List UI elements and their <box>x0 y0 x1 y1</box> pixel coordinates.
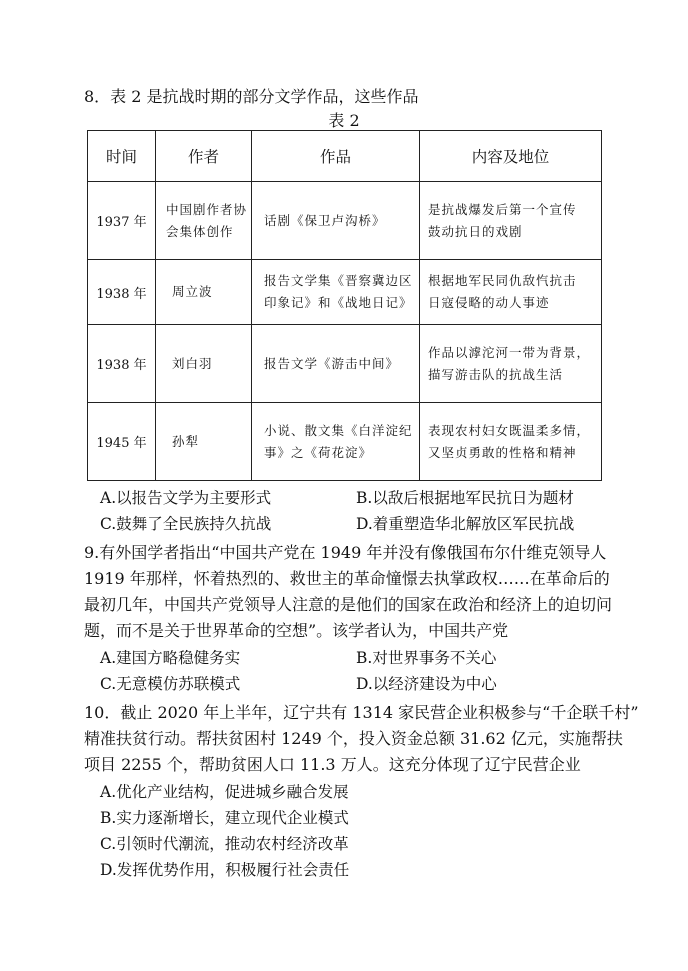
cell-content-line: 表现农村妇女既温柔多情， <box>428 422 591 438</box>
q10-option-b[interactable]: B.实力逐渐增长，建立现代企业模式 <box>100 809 349 827</box>
cell-work-line: 小说、散文集《白洋淀纪 <box>264 422 413 438</box>
q9-option-a[interactable]: A.建国方略稳健务实 <box>100 649 241 667</box>
cell-work-line: 事》之《荷花淀》 <box>264 444 373 460</box>
q10-stem-line: 精准扶贫行动。帮扶贫困村 1249 个，投入资金总额 31.62 亿元，实施帮扶 <box>84 729 623 748</box>
table-row <box>88 403 602 481</box>
cell-work <box>252 182 420 260</box>
cell-work-line: 话剧《保卫卢沟桥》 <box>264 212 386 228</box>
q10-option-a[interactable]: A.优化产业结构，促进城乡融合发展 <box>100 783 349 801</box>
cell-content-line: 日寇侵略的动人事迹 <box>428 295 550 310</box>
table-row <box>88 260 602 325</box>
works-table <box>87 130 602 481</box>
q9-stem-line: 题，而不是关于世界革命的空想”。该学者认为，中国共产党 <box>84 621 509 640</box>
header-work: 作品 <box>252 131 420 182</box>
cell-content-line: 根据地军民同仇敌忾抗击 <box>428 273 577 288</box>
table-header-row <box>88 131 602 182</box>
q9-stem-line: 9.有外国学者指出“中国共产党在 1949 年并没有像俄国布尔什维克领导人 <box>84 543 607 562</box>
q8-stem: 8．表 2 是抗战时期的部分文学作品，这些作品 <box>84 87 419 106</box>
cell-author-line: 中国剧作者协 <box>166 201 248 217</box>
cell-author <box>156 182 252 260</box>
cell-content-line: 又坚贞勇敢的性格和精神 <box>428 444 577 460</box>
table-caption: 表 2 <box>328 111 360 130</box>
cell-time: 1938 年 <box>88 325 156 403</box>
cell-author <box>156 260 252 325</box>
q9-option-c[interactable]: C.无意模仿苏联模式 <box>100 675 241 693</box>
cell-author-line: 会集体创作 <box>166 223 234 239</box>
cell-content <box>420 182 602 260</box>
q10-option-c[interactable]: C.引领时代潮流，推动农村经济改革 <box>100 835 349 853</box>
cell-time: 1937 年 <box>88 182 156 260</box>
header-content: 内容及地位 <box>420 131 602 182</box>
cell-author-line: 周立波 <box>172 284 213 299</box>
q9-stem-line: 1919 年那样，怀着热烈的、救世主的革命憧憬去执掌政权……在革命后的 <box>84 569 610 588</box>
cell-time: 1945 年 <box>88 403 156 481</box>
table-row <box>88 325 602 403</box>
cell-work <box>252 403 420 481</box>
cell-content-line: 鼓动抗日的戏剧 <box>428 223 523 239</box>
cell-content <box>420 403 602 481</box>
cell-work-line: 报告文学《游击中间》 <box>264 355 400 371</box>
cell-work-line: 印象记》和《战地日记》 <box>264 295 413 310</box>
q10-option-d[interactable]: D.发挥优势作用，积极履行社会责任 <box>100 861 350 879</box>
cell-content <box>420 325 602 403</box>
header-author: 作者 <box>156 131 252 182</box>
table-row <box>88 182 602 260</box>
q8-option-c[interactable]: C.鼓舞了全民族持久抗战 <box>100 515 272 533</box>
q10-stem-line: 项目 2255 个，帮助贫困人口 11.3 万人。这充分体现了辽宁民营企业 <box>84 755 581 774</box>
cell-author-line: 刘白羽 <box>172 355 213 371</box>
header-time: 时间 <box>88 131 156 182</box>
cell-author-line: 孙犁 <box>172 433 200 449</box>
cell-work <box>252 260 420 325</box>
q9-stem-line: 最初几年，中国共产党领导人注意的是他们的国家在政治和经济上的迫切问 <box>84 595 613 614</box>
cell-author <box>156 403 252 481</box>
q8-option-a[interactable]: A.以报告文学为主要形式 <box>100 489 272 507</box>
cell-content-line: 描写游击队的抗战生活 <box>428 366 564 382</box>
cell-content-line: 是抗战爆发后第一个宣传 <box>428 201 577 217</box>
q8-option-d[interactable]: D.着重塑造华北解放区军民抗战 <box>356 515 575 533</box>
cell-author <box>156 325 252 403</box>
q10-stem-line: 10．截止 2020 年上半年，辽宁共有 1314 家民营企业积极参与“千企联千村” <box>84 703 639 722</box>
cell-content-line: 作品以滹沱河一带为背景， <box>428 344 591 360</box>
q9-option-b[interactable]: B.对世界事务不关心 <box>356 649 497 667</box>
cell-work <box>252 325 420 403</box>
q8-option-b[interactable]: B.以敌后根据地军民抗日为题材 <box>356 489 574 507</box>
cell-work-line: 报告文学集《晋察冀边区 <box>264 273 413 288</box>
cell-content <box>420 260 602 325</box>
q9-option-d[interactable]: D.以经济建设为中心 <box>356 675 497 693</box>
cell-time: 1938 年 <box>88 260 156 325</box>
